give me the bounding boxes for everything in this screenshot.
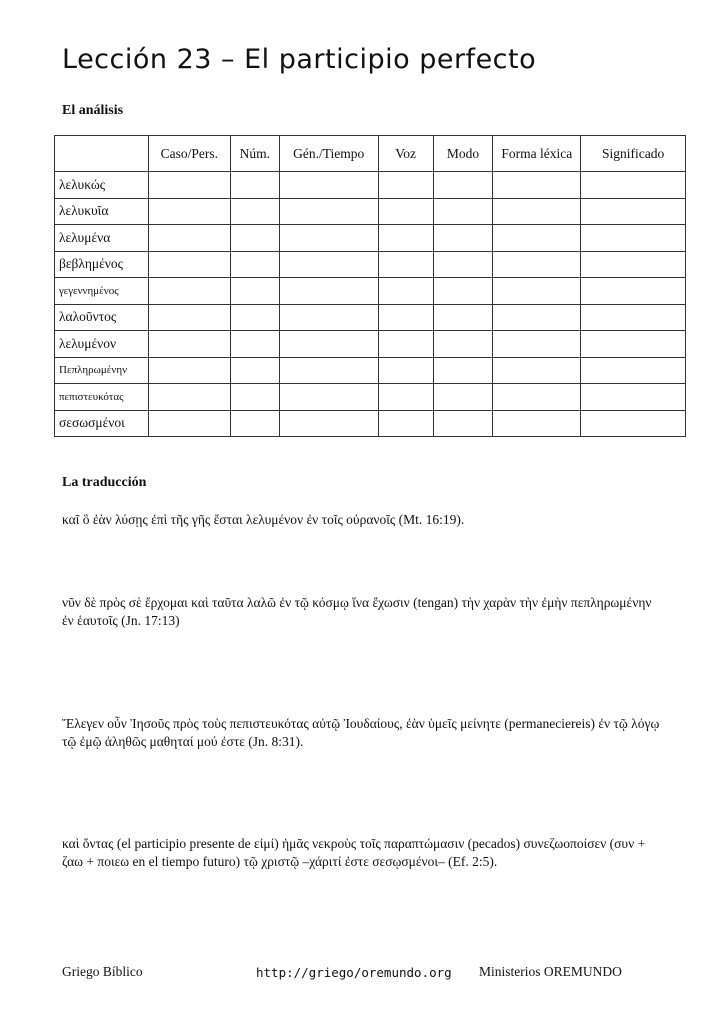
answer-cell[interactable] [581,410,686,437]
sentence-2: νῦν δὲ πρὸς σὲ ἔρχομαι καὶ ταῦτα λαλῶ ἐν τῷ κόσμῳ ἵνα ἔχωσιν (tengan) τὴν χαρὰν τὴν ἐμὴν πεπληρωμένην ἐν ἑαυτοῖς (Jn. 17:13) [62,595,652,628]
answer-cell[interactable] [493,198,581,225]
greek-word-cell: γεγεννημένος [55,278,149,305]
answer-cell[interactable] [493,251,581,278]
answer-cell[interactable] [230,172,279,199]
sentence-1: καῖ ὃ ἐὰν λύσῃς ἐπὶ τῆς γῆς ἔσται λελυμένον ἐν τοῖς οὐρανοῖς (Mt. 16:19). [62,512,465,527]
greek-word-cell: λελυμένα [55,225,149,252]
answer-cell[interactable] [378,357,433,384]
answer-cell[interactable] [279,251,378,278]
answer-cell[interactable] [378,198,433,225]
answer-cell[interactable] [378,304,433,331]
table-row [55,172,686,199]
header-significado: Significado [581,136,686,172]
answer-cell[interactable] [279,225,378,252]
answer-cell[interactable] [279,172,378,199]
answer-cell[interactable] [148,278,230,305]
answer-cell[interactable] [581,331,686,358]
answer-cell[interactable] [230,357,279,384]
answer-cell[interactable] [230,410,279,437]
greek-word-cell: λελυκυῖα [55,198,149,225]
answer-cell[interactable] [279,357,378,384]
answer-cell[interactable] [148,251,230,278]
answer-cell[interactable] [493,304,581,331]
answer-cell[interactable] [230,278,279,305]
table-row [55,225,686,252]
answer-cell[interactable] [581,384,686,411]
answer-cell[interactable] [148,410,230,437]
answer-cell[interactable] [493,357,581,384]
answer-cell[interactable] [378,172,433,199]
answer-cell[interactable] [148,384,230,411]
page-title: Lección 23 – El participio perfecto [62,44,537,75]
greek-word-cell: λαλοῦντος [55,304,149,331]
table-row [55,331,686,358]
answer-cell[interactable] [378,278,433,305]
greek-word-cell: λελυμένον [55,331,149,358]
answer-cell[interactable] [433,172,493,199]
answer-cell[interactable] [433,225,493,252]
table-row [55,198,686,225]
table-row [55,304,686,331]
answer-cell[interactable] [279,198,378,225]
greek-word-cell: βεβλημένος [55,251,149,278]
header-caso: Caso/Pers. [148,136,230,172]
answer-cell[interactable] [378,410,433,437]
table-row [55,357,686,384]
answer-cell[interactable] [279,304,378,331]
answer-cell[interactable] [378,225,433,252]
answer-cell[interactable] [581,198,686,225]
analysis-table [54,135,686,437]
footer-url[interactable]: http://griego/oremundo.org [256,965,452,980]
answer-cell[interactable] [493,410,581,437]
answer-cell[interactable] [230,384,279,411]
header-forma-lexica: Forma léxica [493,136,581,172]
table-header-row [55,136,686,172]
answer-cell[interactable] [230,331,279,358]
answer-cell[interactable] [493,331,581,358]
footer-right: Ministerios OREMUNDO [479,964,622,979]
header-modo: Modo [433,136,493,172]
translation-heading: La traducción [62,475,147,490]
answer-cell[interactable] [433,251,493,278]
table-row [55,278,686,305]
answer-cell[interactable] [433,198,493,225]
sentence-4: καὶ ὄντας (el participio presente de εἰμί) ἡμᾶς νεκροὺς τοῖς παραπτώμασιν (pecados) συνεζωοποίσεν (συν + ζαω + ποιεω en el tiempo futuro) τῷ χριστῷ –χάριτί ἐστε σεσῳσμένοι– (Ef. 2:5). [62,836,646,869]
answer-cell[interactable] [279,331,378,358]
answer-cell[interactable] [378,251,433,278]
header-voz: Voz [378,136,433,172]
answer-cell[interactable] [148,357,230,384]
answer-cell[interactable] [378,331,433,358]
answer-cell[interactable] [433,304,493,331]
answer-cell[interactable] [230,251,279,278]
answer-cell[interactable] [581,172,686,199]
greek-word-cell: λελυκώς [55,172,149,199]
answer-cell[interactable] [148,225,230,252]
answer-cell[interactable] [148,172,230,199]
answer-cell[interactable] [493,384,581,411]
answer-cell[interactable] [279,278,378,305]
answer-cell[interactable] [148,331,230,358]
greek-word-cell: σεσωσμένοι [55,410,149,437]
answer-cell[interactable] [230,198,279,225]
greek-word-cell: πεπιστευκότας [55,384,149,411]
analysis-heading: El análisis [62,103,124,118]
answer-cell[interactable] [581,251,686,278]
answer-cell[interactable] [148,198,230,225]
answer-cell[interactable] [433,410,493,437]
header-genero-tiempo: Gén./Tiempo [279,136,378,172]
answer-cell[interactable] [493,278,581,305]
greek-word-cell: Πεπληρωμένην [55,357,149,384]
answer-cell[interactable] [230,304,279,331]
answer-cell[interactable] [581,225,686,252]
answer-cell[interactable] [493,172,581,199]
header-blank [55,136,149,172]
answer-cell[interactable] [279,384,378,411]
answer-cell[interactable] [279,410,378,437]
answer-cell[interactable] [378,384,433,411]
header-num: Núm. [230,136,279,172]
answer-cell[interactable] [581,278,686,305]
answer-cell[interactable] [581,304,686,331]
answer-cell[interactable] [581,357,686,384]
answer-cell[interactable] [433,331,493,358]
answer-cell[interactable] [433,357,493,384]
answer-cell[interactable] [433,384,493,411]
table-row [55,251,686,278]
table-row [55,384,686,411]
answer-cell[interactable] [493,225,581,252]
footer-left: Griego Bíblico [62,964,143,979]
answer-cell[interactable] [148,304,230,331]
answer-cell[interactable] [433,278,493,305]
table-row [55,410,686,437]
answer-cell[interactable] [230,225,279,252]
sentence-3: Ἔλεγεν οὖν Ἰησοῦς πρὸς τοὺς πεπιστευκότας αὐτῷ Ἰουδαίους, ἐὰν ὑμεῖς μείνητε (permaneciereis) ἐν τῷ λόγῳ τῷ ἐμῷ ἀληθῶς μαθηταί μού ἐστε (Jn. 8:31). [62,716,660,749]
